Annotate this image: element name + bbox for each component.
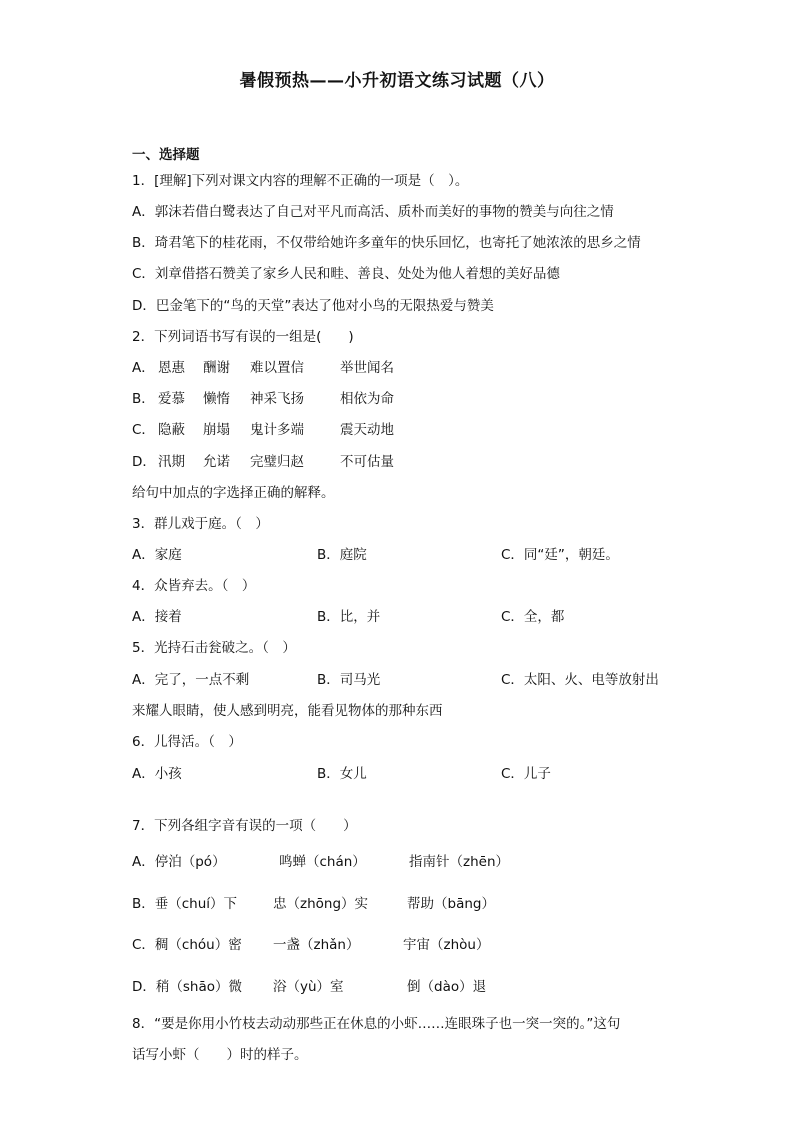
option-c: C．全，都 xyxy=(501,609,565,625)
option-letter: A． xyxy=(132,360,155,376)
question-3-stem: 3．群儿戏于庭。（ ） xyxy=(132,516,269,532)
pinyin-pair: 浴（yù）室 xyxy=(273,979,344,995)
word: 恩惠 xyxy=(158,360,185,376)
option-c: C．儿子 xyxy=(501,766,551,782)
pinyin-pair: 帮助（bāng） xyxy=(407,896,495,912)
word: 爱慕 xyxy=(158,391,185,407)
question-1-option-c: C．刘章借搭石赞美了家乡人民和畦、善良、处处为他人着想的美好品德 xyxy=(132,266,560,282)
question-1-option-a: A．郭沫若借白鹭表达了自己对平凡而高活、质朴而美好的事物的赞美与向往之情 xyxy=(132,204,614,220)
question-7-stem: 7．下列各组字音有误的一项（ ） xyxy=(132,818,357,834)
pinyin-pair: 指南针（zhēn） xyxy=(409,854,510,870)
option-letter: C． xyxy=(132,422,155,438)
question-5-stem: 5．光持石击瓮破之。（ ） xyxy=(132,640,296,656)
option-a: A．完了，一点不剩 xyxy=(132,672,250,688)
pinyin-pair: C．稠（chóu）密 xyxy=(132,937,242,953)
word: 震天动地 xyxy=(340,422,394,438)
pinyin-pair: A．停泊（pó） xyxy=(132,854,226,870)
option-c: C．太阳、火、电等放射出 xyxy=(501,672,659,688)
instruction-text: 给句中加点的字选择正确的解释。 xyxy=(132,485,335,501)
question-1-option-d: D．巴金笔下的“鸟的天堂”表达了他对小鸟的无限热爱与赞美 xyxy=(132,298,494,314)
word: 允诺 xyxy=(203,454,230,470)
word: 汛期 xyxy=(158,454,185,470)
question-1-stem: 1．[理解]下列对课文内容的理解不正确的一项是（ ）。 xyxy=(132,173,469,189)
word: 鬼计多端 xyxy=(250,422,304,438)
option-b: B．庭院 xyxy=(317,547,367,563)
option-letter: D． xyxy=(132,454,156,470)
question-5-option-c-continued: 来耀人眼睛，使人感到明亮，能看见物体的那种东西 xyxy=(132,703,443,719)
word: 难以置信 xyxy=(250,360,304,376)
pinyin-pair: 一盏（zhǎn） xyxy=(273,937,360,953)
option-a: A．家庭 xyxy=(132,547,182,563)
pinyin-pair: D．稍（shāo）微 xyxy=(132,979,243,995)
pinyin-pair: B．垂（chuí）下 xyxy=(132,896,238,912)
question-6-stem: 6．儿得活。（ ） xyxy=(132,734,242,750)
section-heading: 一、选择题 xyxy=(132,147,200,163)
pinyin-pair: 倒（dào）退 xyxy=(407,979,487,995)
word: 完璧归赵 xyxy=(250,454,304,470)
word: 懒惰 xyxy=(203,391,230,407)
question-4-stem: 4．众皆弃去。（ ） xyxy=(132,578,256,594)
word: 神采飞扬 xyxy=(250,391,304,407)
word: 酬谢 xyxy=(203,360,230,376)
question-2-stem: 2．下列词语书写有误的一组是( ) xyxy=(132,329,354,345)
option-letter: B． xyxy=(132,391,155,407)
word: 不可估量 xyxy=(340,454,394,470)
word: 举世闻名 xyxy=(340,360,394,376)
word: 崩塌 xyxy=(203,422,230,438)
question-1-option-b: B．琦君笔下的桂花雨，不仅带给她许多童年的快乐回忆，也寄托了她浓浓的思乡之情 xyxy=(132,235,641,251)
option-a: A．小孩 xyxy=(132,766,182,782)
word: 相依为命 xyxy=(340,391,394,407)
page-title: 暑假预热——小升初语文练习试题（八） xyxy=(239,71,555,91)
option-b: B．司马光 xyxy=(317,672,381,688)
pinyin-pair: 宇宙（zhòu） xyxy=(403,937,490,953)
pinyin-pair: 鸣蝉（chán） xyxy=(279,854,366,870)
option-b: B．女儿 xyxy=(317,766,367,782)
option-c: C．同“廷”，朝廷。 xyxy=(501,547,619,563)
word: 隐蔽 xyxy=(158,422,185,438)
question-8-line-2: 话写小虾（ ）时的样子。 xyxy=(132,1047,308,1063)
option-a: A．接着 xyxy=(132,609,182,625)
question-8-line-1: 8．“要是你用小竹枝去动动那些正在休息的小虾……连眼珠子也一突一突的。”这句 xyxy=(132,1016,621,1032)
option-b: B．比，并 xyxy=(317,609,381,625)
pinyin-pair: 忠（zhōng）实 xyxy=(273,896,369,912)
